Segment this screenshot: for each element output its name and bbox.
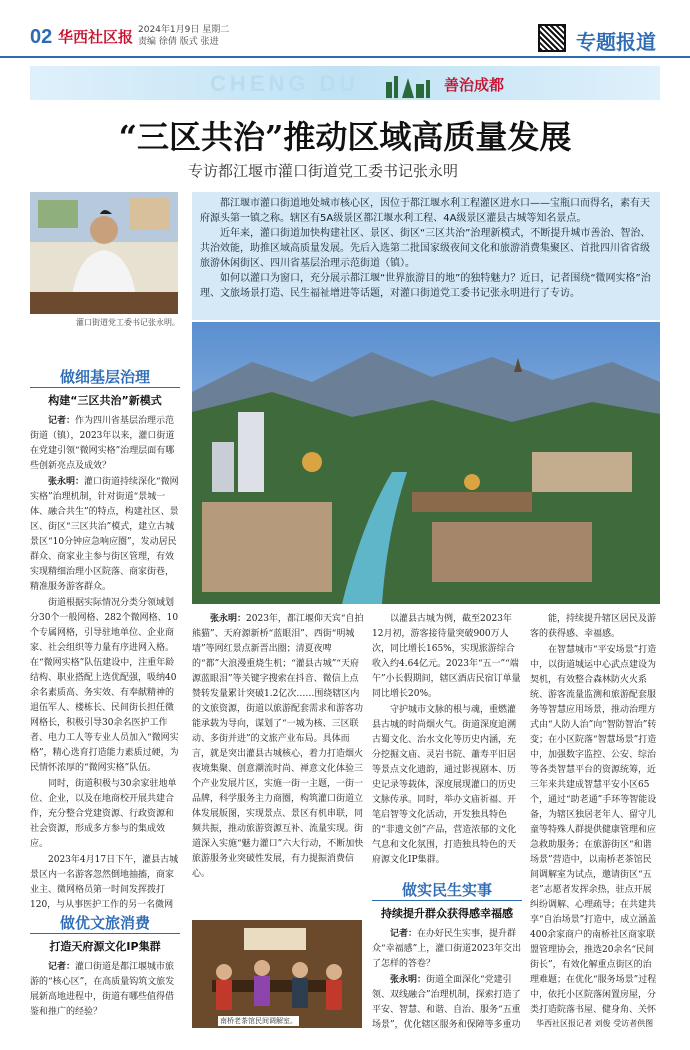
banner-slogan: 善治成都 [444,76,505,94]
answer-paragraph [372,973,522,1033]
section-subheading-3: 持续提升群众获得感幸福感 [381,907,513,920]
section-heading-2: 做优文旅消费 [59,914,150,932]
interviewee-label: 张永明： [48,477,85,487]
section-subheading-1: 构建“三区共治”新模式 [48,394,162,407]
section-subheading-2: 打造天府源文化IP集群 [49,940,161,953]
intro-paragraph: 近年来，灌口街道加快构建社区、景区、街区“三区共治”治理新模式，不断提升城市善治、智治、共治效能，助推区域高质量发展。先后入选第二批国家级夜间文化和旅游消费集聚区、首批四川省省级旅游休闲街区、四川省基层治理示范街道（镇）。 [200,228,651,269]
answer-text: 街道全面深化“党建引领、双线融合”治理机制，探索打造了平安、智慧、和谐、自治、服务“五重场景”，优化辖区服务和保障等多重功 [372,975,521,1030]
skyline-icon [382,72,434,98]
question-text: 灌口街道是都江堰城市旅游的“核心区”，在高质量钩筑文旅发展新高地进程中，街道有哪些值得借鉴和推广的经验？ [30,962,175,1017]
answer-paragraph [30,475,180,595]
section-heading-1: 做细基层治理 [59,368,150,386]
body-paragraph: 2023年4月17日下午，灌县古城景区内一名游客忽然倒地抽搐，商家业主、微网格员第一时间发挥拨打120，与从事医护工作的另一名微网 [30,855,179,910]
qr-code-icon [538,24,566,52]
body-paragraph: 同时，街道积极与30余家驻地单位、企业，以及在地商校开展共建合作，充分整合党建资源、行政资源和社会资源，形成多方参与的集成效应。 [30,779,177,849]
question-text: 在办好民生实事，提升群众“幸福感”上，灌口街道2023年交出了怎样的答卷？ [372,929,522,969]
section-heading-3: 做实民生实事 [401,881,492,899]
banner-latin-text: CHENG DU [210,71,360,96]
answer-paragraph [192,612,366,882]
issue-info [138,24,229,48]
body-paragraph: 能，持续提升辖区居民及游客的获得感、幸福感。 [530,614,657,639]
article-title: “三区共治”推动区域高质量发展 [118,118,572,156]
newspaper-name: 华西社区报 [58,28,134,46]
divider [30,387,180,388]
portrait-photo [30,192,178,314]
divider [30,933,180,934]
teahouse-photo [192,920,362,1028]
city-banner [30,66,660,100]
question-paragraph [372,927,522,972]
column-3 [372,612,522,1042]
interviewee-label: 张永明： [210,614,247,624]
body-paragraph: 守护城市文脉的根与魂，重燃灌县古城的时尚烟火气。街道深度追溯古蜀文化、治水文化等历史内涵，充分挖掘文庙、灵岩书院、蕭寿平旧居等景点文化遗韵，通过影视剧本、历史记录等载体，深度展现灌口的历史文脉传承。同时，举办文庙祈福、开笔启智等文化活动，开发独具特色的“非遗文创”产品，营造浓郁的文化气息和文化氛围，打造独具特色的天府源文化IP集群。 [372,705,517,865]
question-paragraph [30,960,180,1020]
column-1 [30,366,180,911]
teahouse-caption: 南桥老茶馆民间调解室。 [220,1017,297,1025]
photo-credit: 华西社区报记者 刘俊 受访者供图 [536,1019,654,1028]
answer-text: 2023年，都江堰仰天宾“自拍熊猫”、天府源新桥“蓝眼泪”、西街“明城墙”等网红景点新晋出圈；清夏夜啤的“都”大浪漫重烧生机；“灌县古城”“天府源蓝眼泪”等关键字搜索在抖音、微信上点赞转发量累计突破1.2亿次……围绕辖区内的文旅资源，街道以旅游配套需求和游客功能承载为导向，谋划了“一城为核、三区联动、多街并进”的文旅产业布局。具体而言，就是突出灌县古城核心，着力打造烟火夜境集聚、创意潮流时尚、禅意文化体验三个产业发展片区，实施一街一主题，一街一品牌，科学服务主力商圈，构筑灌口街道立体发展版图，实现景点、景区有机串联，同频共振，推动旅游资源互补、流量实现。街道深入实施“魅力灌口”六大行动，不断加快旅游服务业突破性发展，有力提振消费信心。 [192,614,364,879]
column-4 [530,612,660,1016]
portrait-caption: 灌口街道党工委书记张永明。 [76,318,180,327]
intro-box [192,192,660,320]
section-title: 专题报道 [576,30,656,54]
issue-date: 2024年1月9日 星期二 [138,25,230,35]
interviewee-label: 张永明： [390,975,427,985]
teahouse-illustration [192,920,362,1028]
town-aerial-illustration [192,322,660,604]
portrait-illustration [30,192,178,314]
column-2 [192,612,366,914]
page-header [0,0,690,58]
body-paragraph: 在智慧城市“平安场景”打造中，以街道城运中心武点建设为契机，有效整合森林防火火系统、游客流量监测和旅游配套服务等智慧应用场景，推动治理方式由“人防人治”向“智防智治”转变；在小区院落“智慧场景”打造中，加强数字监控、公安、综治等各类智慧平台的资源统筹，近三年来共建成智慧平安小区65个，通过“助老通”手环等智能设备，为辖区独居老年人、留守儿童等特殊人群提供健康管理和应急救助服务；在旅游街区“和谐场景”营造中，以南桥老茶馆民间调解室为试点，邀请街区“五老”志愿者发挥余热，驻点开展纠纷调解、心理疏导；在共建共享“自治场景”打造中，成立涵盖400余家商户的南桥社区商家联盟管理协会，推选20余名“民间街长”，有效化解重点街区的治理难题；在优化“服务场景”过程中，依托小区院落闲置房屋，分类打造院落书屋、健身角、关怀 [530,645,657,1015]
question-text: 作为四川省基层治理示范街道（镇），2023年以来，灌口街道在党建引领“微网实格”治理层面有哪些创新亮点及成效？ [30,416,175,471]
reporter-label: 记者： [48,962,76,972]
reporter-label: 记者： [390,929,418,939]
intro-paragraph: 如何以灌口为窗口，充分展示都江堰“世界旅游目的地”的独特魅力？近日，记者围绕“微网实格”治理、文旅场景打造、民生福祉增进等话题，对灌口街道党工委书记张永明进行了专访。 [200,273,651,299]
article-subtitle: 专访都江堰市灌口街道党工委书记张永明 [188,162,459,180]
body-paragraph: 以灌县古城为例，截至2023年12月初，游客接待量突破900万人次，同比增长165%，实现旅游综合收入约4.64亿元。2023年“五一”“端午”小长假期间，辖区酒店民宿订单量同比增长20%。 [372,614,521,699]
question-paragraph [30,414,180,474]
intro-paragraph: 都江堰市灌口街道地处城市核心区，因位于都江堰水利工程灌区进水口——宝瓶口而得名，素有天府源头第一镇之称。辖区有5A级景区都江堰水利工程、4A级景区灌县古城等知名景点。 [200,198,650,224]
answer-text: 灌口街道持续深化“微网实格”治理机制，针对街道“景城一体、融合共生”的特点，构建社区、景区、街区“三区共治”模式，建立古城景区“10分钟应急响应圈”，发动居民群众、商家业主参与街区管理，有效实现精细治理小区院落、商家街巷，精准服务游客群众。 [30,477,179,592]
editors: 责编 徐倩 版式 张进 [138,37,219,47]
body-paragraph: 街道根据实际情况分类分领域划分30个一般网格、282个微网格、10个专属网格，引导驻地单位、企业商家、社会组织等力量有序进网入格。在“微网实格”队伍建设中，注重年龄结构、职业搭配上选优配强，吸纳40余名素质高、务实效、有奉献精神的退伍军人、楼栋长、民间街长担任微网格长，积极引导30余名医护工作者、电力工人等专业人员加入“微网实格”，精心选育打造能力素质过硬，为民情怀浓厚的“微网实格”队伍。 [30,598,179,773]
town-aerial-photo [192,322,660,604]
divider [372,900,522,901]
column-1-bottom [30,912,180,1042]
page-number: 02 [30,26,53,48]
reporter-label: 记者： [48,416,76,426]
